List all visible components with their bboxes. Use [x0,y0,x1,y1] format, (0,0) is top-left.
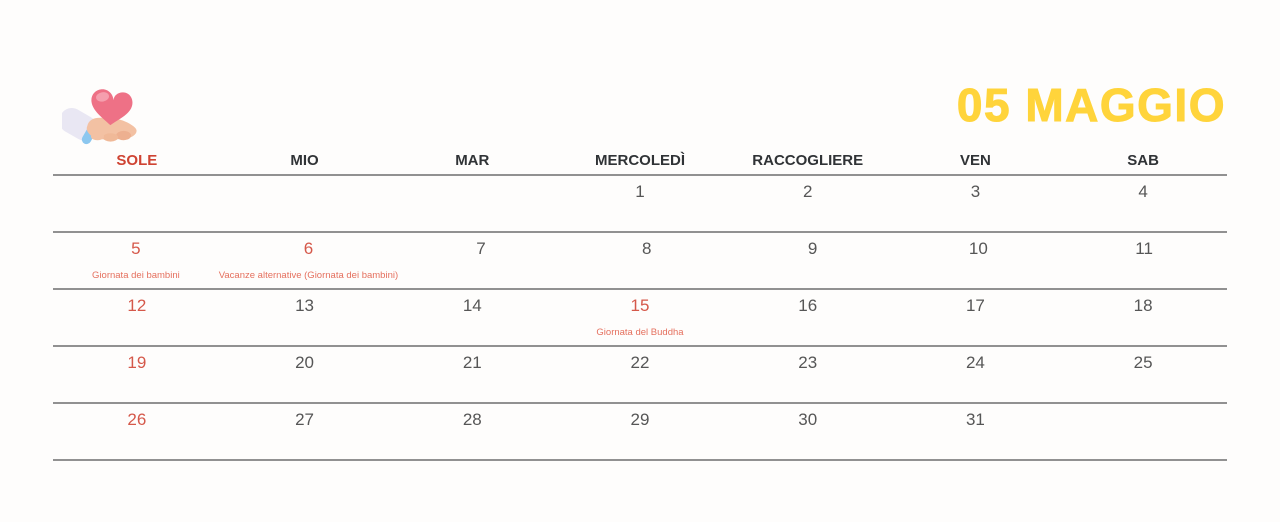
day-number: 26 [127,410,147,429]
weekday-label-mercoledì: MERCOLEDÌ [594,152,685,169]
day-cell [1059,176,1227,231]
day-cell [221,176,389,231]
day-cell [221,347,389,402]
week-row [53,402,1227,461]
day-number: 16 [798,296,818,315]
day-number: 25 [1133,353,1153,372]
day-number: 13 [295,296,315,315]
day-cell [556,290,724,345]
day-number: 8 [642,239,652,258]
day-cell [221,290,389,345]
day-event-label: Vacanze alternative (Giornata dei bambini) [218,270,399,281]
day-number: 17 [965,296,985,315]
hand-holding-heart-icon [62,84,146,146]
day-cell [1061,233,1227,288]
day-cell [219,233,398,288]
day-number: 30 [798,410,818,429]
day-cell [388,404,556,459]
weeks-container [53,174,1227,461]
day-event-label: Giornata del Buddha [596,327,684,338]
day-cell [895,233,1061,288]
day-number: 1 [635,182,645,201]
day-cell [556,404,724,459]
day-cell [398,233,564,288]
weekday-label-sab: SAB [1127,152,1159,169]
day-cell [564,233,730,288]
day-cell [724,176,892,231]
week-row [53,288,1227,345]
day-number: 11 [1135,239,1153,258]
day-number: 24 [965,353,985,372]
day-cell [53,347,221,402]
day-number: 23 [798,353,818,372]
day-cell [388,347,556,402]
calendar-grid [53,147,1227,461]
day-number: 18 [1133,296,1153,315]
day-number: 12 [127,296,147,315]
weekday-label-sole: SOLE [116,152,158,169]
day-cell [724,290,892,345]
day-cell [388,176,556,231]
day-cell [892,404,1060,459]
day-number: 10 [968,239,988,258]
day-cell [388,290,556,345]
week-row [53,231,1227,288]
day-number: 29 [630,410,650,429]
day-cell [556,347,724,402]
day-cell [730,233,896,288]
day-number: 15 [630,296,650,315]
day-cell [53,233,219,288]
weekday-label-ven: VEN [960,152,991,169]
day-cell [556,176,724,231]
day-number: 22 [630,353,650,372]
weekday-label-mio: MIO [290,152,319,169]
day-cell [53,404,221,459]
day-number: 3 [970,182,981,201]
day-cell [724,347,892,402]
weekday-label-mar: MAR [455,152,490,169]
day-number: 7 [476,239,486,258]
weekday-label-raccogliere: RACCOGLIERE [752,152,864,169]
week-row [53,345,1227,402]
day-event-label: Giornata dei bambini [92,270,180,281]
day-number: 9 [807,239,818,258]
day-number: 6 [303,239,314,258]
month-title: 05 MAGGIO [956,79,1226,131]
day-cell [1059,404,1227,459]
day-cell [892,290,1060,345]
day-number: 14 [462,296,482,315]
day-cell [53,290,221,345]
day-number: 2 [802,182,813,201]
day-number: 20 [295,353,315,372]
day-number: 31 [965,410,985,429]
day-cell [724,404,892,459]
weekday-header-row [53,147,1227,174]
day-number: 19 [127,353,147,372]
day-number: 28 [462,410,482,429]
day-cell [221,404,389,459]
day-cell [53,176,221,231]
day-cell [892,347,1060,402]
day-cell [1059,290,1227,345]
day-number: 27 [295,410,315,429]
week-row [53,174,1227,231]
day-number: 21 [462,353,482,372]
day-cell [1059,347,1227,402]
day-number: 4 [1138,182,1148,201]
day-number: 5 [131,239,141,258]
day-cell [892,176,1060,231]
